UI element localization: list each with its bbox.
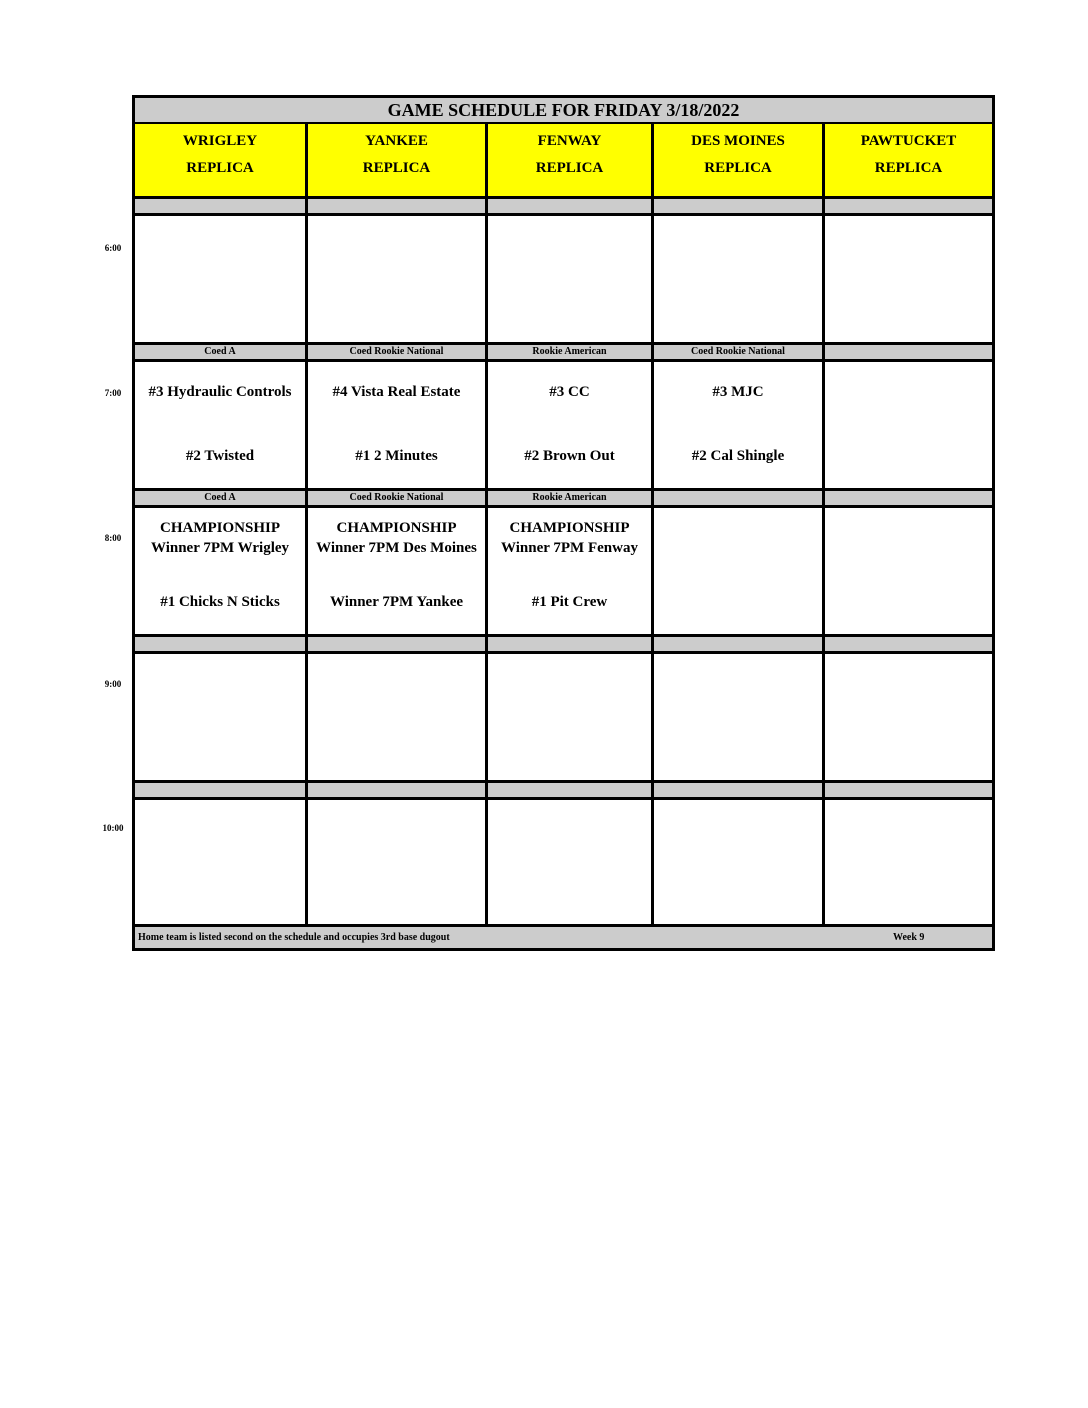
time-slot-8 [135,508,992,634]
time-slot-7 [135,362,992,488]
field-header [825,124,992,196]
game-cell [825,362,992,488]
game-cell [135,654,308,780]
away-team: Winner 7PM Des Moines [316,540,477,556]
division-cell [654,637,825,651]
division-cell: Coed A [135,345,308,359]
game-cell [488,216,654,342]
game-cell [308,216,488,342]
division-cell [488,199,654,213]
field-header [488,124,654,196]
division-cell [654,783,825,797]
away-team: #3 MJC [712,384,764,400]
division-cell [654,491,825,505]
field-name: PAWTUCKET [860,133,957,149]
week-label: Week 9 [893,932,925,943]
division-cell [825,199,992,213]
division-cell [825,345,992,359]
game-cell [488,800,654,926]
division-cell [488,637,654,651]
field-type: REPLICA [186,160,254,176]
game-cell [488,508,654,634]
away-team: #3 CC [549,384,590,400]
game-cell [825,800,992,926]
game-label: CHAMPIONSHIP [509,520,630,536]
division-cell [135,783,308,797]
division-band-10 [135,780,992,800]
field-header [308,124,488,196]
division-band-6 [135,196,992,216]
time-label-10: 10:00 [102,823,124,833]
time-label-8: 8:00 [104,533,122,543]
division-cell [488,783,654,797]
game-cell [825,216,992,342]
game-cell [654,216,825,342]
game-cell [135,216,308,342]
time-label-7: 7:00 [104,388,122,398]
game-cell [488,654,654,780]
field-name: DES MOINES [691,133,785,149]
field-header [654,124,825,196]
away-team: Winner 7PM Wrigley [150,540,290,556]
division-cell [654,199,825,213]
division-cell [308,199,488,213]
game-cell [654,800,825,926]
division-cell [308,783,488,797]
home-team: #2 Twisted [185,448,255,464]
home-team: #1 2 Minutes [355,448,438,464]
time-label-6: 6:00 [104,243,122,253]
game-cell [135,362,308,488]
schedule-title: GAME SCHEDULE FOR FRIDAY 3/18/2022 [135,98,992,124]
game-cell [308,362,488,488]
time-slot-6 [135,216,992,342]
away-team: #3 Hydraulic Controls [148,384,292,400]
division-cell [825,637,992,651]
division-cell: Coed Rookie National [308,491,488,505]
game-cell [135,800,308,926]
game-cell [135,508,308,634]
field-header [135,124,308,196]
game-cell [825,654,992,780]
field-type: REPLICA [535,160,604,176]
game-label: CHAMPIONSHIP [160,520,280,536]
game-cell [654,362,825,488]
division-band-7 [135,342,992,362]
game-cell [308,508,488,634]
division-cell [135,637,308,651]
field-type: REPLICA [704,160,772,176]
division-cell: Coed Rookie National [654,345,825,359]
game-cell [308,654,488,780]
division-cell [825,491,992,505]
game-cell [654,654,825,780]
time-slot-9 [135,654,992,780]
game-cell [488,362,654,488]
game-label: CHAMPIONSHIP [336,520,457,536]
field-type: REPLICA [362,160,431,176]
schedule-footer [135,924,992,948]
field-name: WRIGLEY [182,133,258,149]
field-type: REPLICA [874,160,943,176]
home-team: #2 Brown Out [524,448,615,464]
schedule-table [132,95,995,951]
division-cell: Rookie American [488,345,654,359]
footer-note: Home team is listed second on the schedule and occupies 3rd base dugout [138,932,450,943]
home-team: #1 Chicks N Sticks [160,594,280,610]
division-band-9 [135,634,992,654]
division-band-8 [135,488,992,508]
home-team: Winner 7PM Yankee [329,594,464,610]
away-team: Winner 7PM Fenway [501,540,638,556]
division-cell: Coed Rookie National [308,345,488,359]
home-team: #1 Pit Crew [531,594,608,610]
division-cell: Coed A [135,491,308,505]
field-name: YANKEE [365,133,428,149]
home-team: #2 Cal Shingle [691,448,785,464]
division-cell [308,637,488,651]
away-team: #4 Vista Real Estate [332,384,461,400]
division-cell: Rookie American [488,491,654,505]
time-label-9: 9:00 [104,679,122,689]
field-header-row [135,124,992,196]
game-cell [308,800,488,926]
division-cell [135,199,308,213]
time-slot-10 [135,800,992,926]
game-cell [825,508,992,634]
field-name: FENWAY [537,133,602,149]
game-cell [654,508,825,634]
division-cell [825,783,992,797]
